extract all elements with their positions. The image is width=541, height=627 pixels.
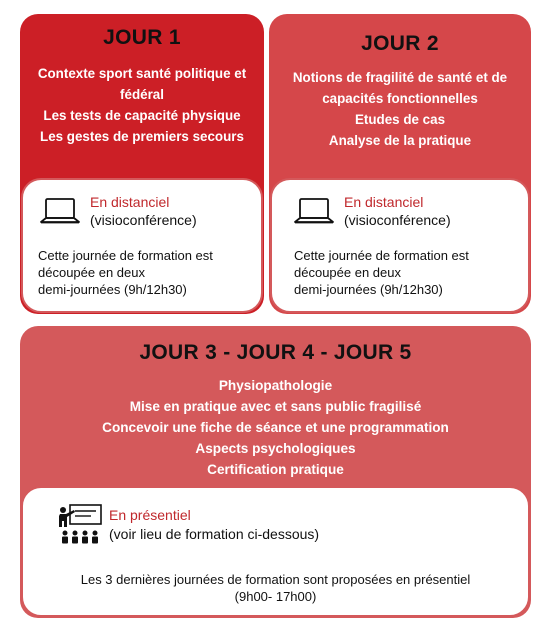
laptop-icon	[294, 196, 334, 228]
day1-description-line: Cette journée de formation est	[38, 248, 213, 263]
day1-mode-label: En distanciel	[90, 194, 170, 210]
day1-description-line: découpée en deux	[38, 265, 145, 280]
day2-description-line: Cette journée de formation est	[294, 248, 469, 263]
day1-description-line: demi-journées (9h/12h30)	[38, 282, 187, 297]
day2-description-line: découpée en deux	[294, 265, 401, 280]
day2-description	[294, 247, 469, 298]
day345-card	[20, 326, 531, 618]
day1-topics	[20, 63, 264, 147]
day1-description	[38, 247, 213, 298]
day1-details-panel	[21, 178, 263, 313]
day2-title: JOUR 2	[361, 32, 439, 55]
day345-topic: Certification pratique	[207, 462, 344, 477]
day2-details-panel	[270, 178, 530, 313]
day345-description-line: (9h00- 17h00)	[234, 589, 317, 604]
day2-mode-label: En distanciel	[344, 194, 424, 210]
day1-topic: Les tests de capacité physique	[43, 108, 241, 123]
day1-mode-sub: (visioconférence)	[90, 212, 197, 228]
day1-topic: Les gestes de premiers secours	[40, 129, 244, 144]
day2-topic: Analyse de la pratique	[328, 133, 472, 148]
laptop-icon	[40, 196, 80, 228]
day2-description-line: demi-journées (9h/12h30)	[294, 282, 443, 297]
day1-topic: Contexte sport santé politique et	[37, 66, 247, 81]
day345-topics	[20, 375, 531, 480]
day345-description	[23, 571, 528, 605]
day1-card	[20, 14, 264, 314]
day345-details-panel	[21, 486, 530, 617]
day1-topic: fédéral	[120, 87, 164, 102]
day345-topic: Aspects psychologiques	[195, 441, 356, 456]
day2-topic: capacités fonctionnelles	[322, 91, 478, 106]
day345-description-line: Les 3 dernières journées de formation sont proposées en présentiel	[80, 572, 471, 587]
day345-topic: Physiopathologie	[218, 378, 333, 393]
day1-title: JOUR 1	[103, 26, 181, 49]
day2-topics	[269, 67, 531, 151]
day345-topic: Mise en pratique avec et sans public fragilisé	[129, 399, 422, 414]
day2-topic: Notions de fragilité de santé et de	[292, 70, 508, 85]
day2-card	[269, 14, 531, 314]
day2-mode-sub: (visioconférence)	[344, 212, 451, 228]
day345-topic: Concevoir une fiche de séance et une programmation	[102, 420, 449, 435]
day2-topic: Etudes de cas	[354, 112, 446, 127]
day345-mode-sub: (voir lieu de formation ci-dessous)	[109, 526, 320, 542]
day345-title: JOUR 3 - JOUR 4 - JOUR 5	[139, 341, 412, 364]
classroom-presentation-icon	[56, 503, 104, 547]
day345-mode-label: En présentiel	[109, 507, 191, 523]
